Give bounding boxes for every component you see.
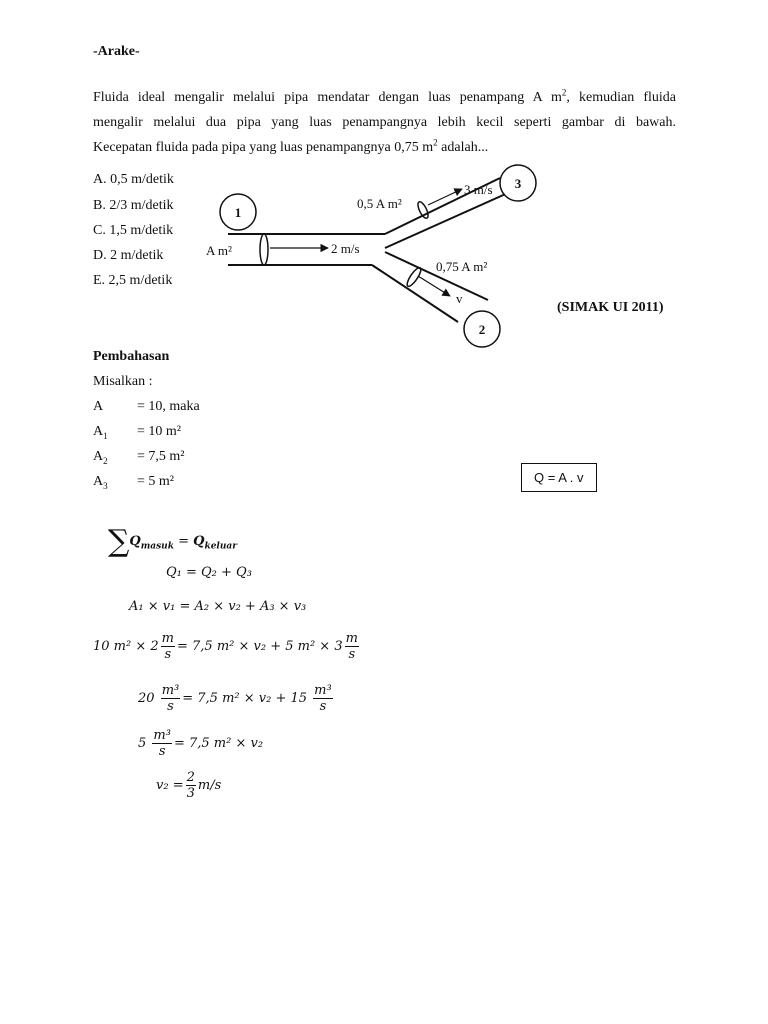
equation-6-left: 5: [138, 736, 147, 751]
equation-5: [138, 683, 335, 714]
solution-intro: Misalkan :: [93, 374, 153, 389]
question-line-1: Fluida ideal mengalir melalui pipa mendatar dengan luas penampang A $m^2$, kemudian fluida: [93, 87, 676, 105]
fraction-num: m: [161, 631, 174, 646]
circle-2-label: 2: [478, 322, 486, 337]
top-area-label: 0,5 A m²: [357, 196, 402, 211]
upper-flow-arrow: [428, 189, 462, 205]
assignment-value: = 10 m²: [137, 424, 181, 439]
assignment-symbol: A: [93, 399, 104, 414]
equation-sum: [108, 524, 237, 559]
equation-7-right: m/s: [197, 778, 222, 793]
formula-box: Q = A . v: [521, 463, 597, 492]
assignment-row: [93, 449, 184, 465]
solution-heading: Pembahasan: [93, 349, 170, 364]
equation-4-mid: = 7,5 m² × v₂ + 5 m² × 3: [176, 639, 343, 654]
fraction-den: s: [348, 647, 356, 662]
equation-5-left: 20: [138, 691, 155, 706]
assignment-value: = 10, maka: [137, 399, 200, 414]
fraction-den: s: [158, 744, 166, 759]
source-label: (SIMAK UI 2011): [557, 300, 664, 315]
equation-3: A₁ × v₁ = A₂ × v₂ + A₃ × v₃: [129, 599, 307, 614]
q-symbol-out: Q: [193, 534, 205, 549]
fraction: [313, 683, 333, 714]
equation-7: [156, 770, 221, 801]
assignment-row: [93, 424, 181, 440]
assignment-subscript: 2: [103, 455, 108, 466]
assignment-symbol: A: [93, 424, 104, 439]
fraction: [186, 770, 196, 801]
option-b: B. 2/3 m/detik: [93, 198, 174, 213]
equation-2: Q₁ = Q₂ + Q₃: [166, 565, 252, 580]
fraction-den: 3: [186, 786, 195, 801]
equation-4: [93, 631, 361, 662]
option-c: C. 1,5 m/detik: [93, 223, 174, 238]
fraction: [345, 631, 359, 662]
equation-6: [138, 728, 263, 759]
assignment-value: = 5 m²: [137, 474, 174, 489]
equation-7-left: v₂ =: [156, 778, 184, 793]
equation-5-mid: = 7,5 m² × v₂ + 15: [182, 691, 308, 706]
fraction: [161, 683, 181, 714]
fraction-num: m: [345, 631, 358, 646]
assignment-subscript: 1: [103, 430, 108, 441]
main-speed-label: 2 m/s: [331, 241, 360, 256]
upper-cross-section: [416, 200, 430, 219]
q-in-subscript: masuk: [140, 541, 174, 552]
fraction: [152, 728, 172, 759]
question-line-3: Kecepatan fluida pada pipa yang luas penampangnya 0,75 $m^2$ adalah...: [93, 137, 489, 155]
equals-sign: =: [173, 534, 194, 549]
assignment-symbol: A: [93, 474, 104, 489]
option-e: E. 2,5 m/detik: [93, 273, 173, 288]
fraction-den: s: [167, 699, 174, 714]
fraction-num: m³: [314, 683, 332, 698]
circle-3-label: 3: [514, 176, 522, 191]
document-title: -Arake-: [93, 44, 140, 59]
fraction: [161, 631, 175, 662]
fraction-num: m³: [153, 728, 171, 743]
bottom-area-label: 0,75 A m²: [436, 259, 488, 274]
main-area-label: A m²: [206, 243, 232, 258]
sigma-symbol: ∑: [108, 524, 130, 559]
bottom-speed-label: v: [456, 291, 463, 306]
equation-6-mid: = 7,5 m² × v₂: [173, 736, 264, 751]
option-a: A. 0,5 m/detik: [93, 172, 174, 187]
assignment-row: [93, 474, 174, 490]
assignment-subscript: 3: [103, 480, 108, 491]
fraction-den: s: [319, 699, 327, 714]
circle-1-label: 1: [234, 205, 242, 220]
q-out-subscript: keluar: [204, 541, 237, 552]
main-cross-section: [260, 234, 268, 265]
fraction-den: s: [164, 647, 172, 662]
equation-4-left: 10 m² × 2: [93, 639, 159, 654]
assignment-symbol: A: [93, 449, 104, 464]
q-symbol: Q: [129, 534, 141, 549]
assignment-row: [93, 399, 200, 415]
question-line-2: mengalir melalui dua pipa yang luas penampangnya lebih kecil seperti gambar di bawah.: [93, 115, 676, 130]
upper-branch-inner-wall: [385, 192, 510, 248]
fraction-num: m³: [161, 683, 180, 698]
top-speed-label: 3 m/s: [464, 182, 493, 197]
assignment-value: = 7,5 m²: [137, 449, 185, 464]
option-d: D. 2 m/detik: [93, 248, 164, 263]
fraction-num: 2: [186, 770, 195, 785]
